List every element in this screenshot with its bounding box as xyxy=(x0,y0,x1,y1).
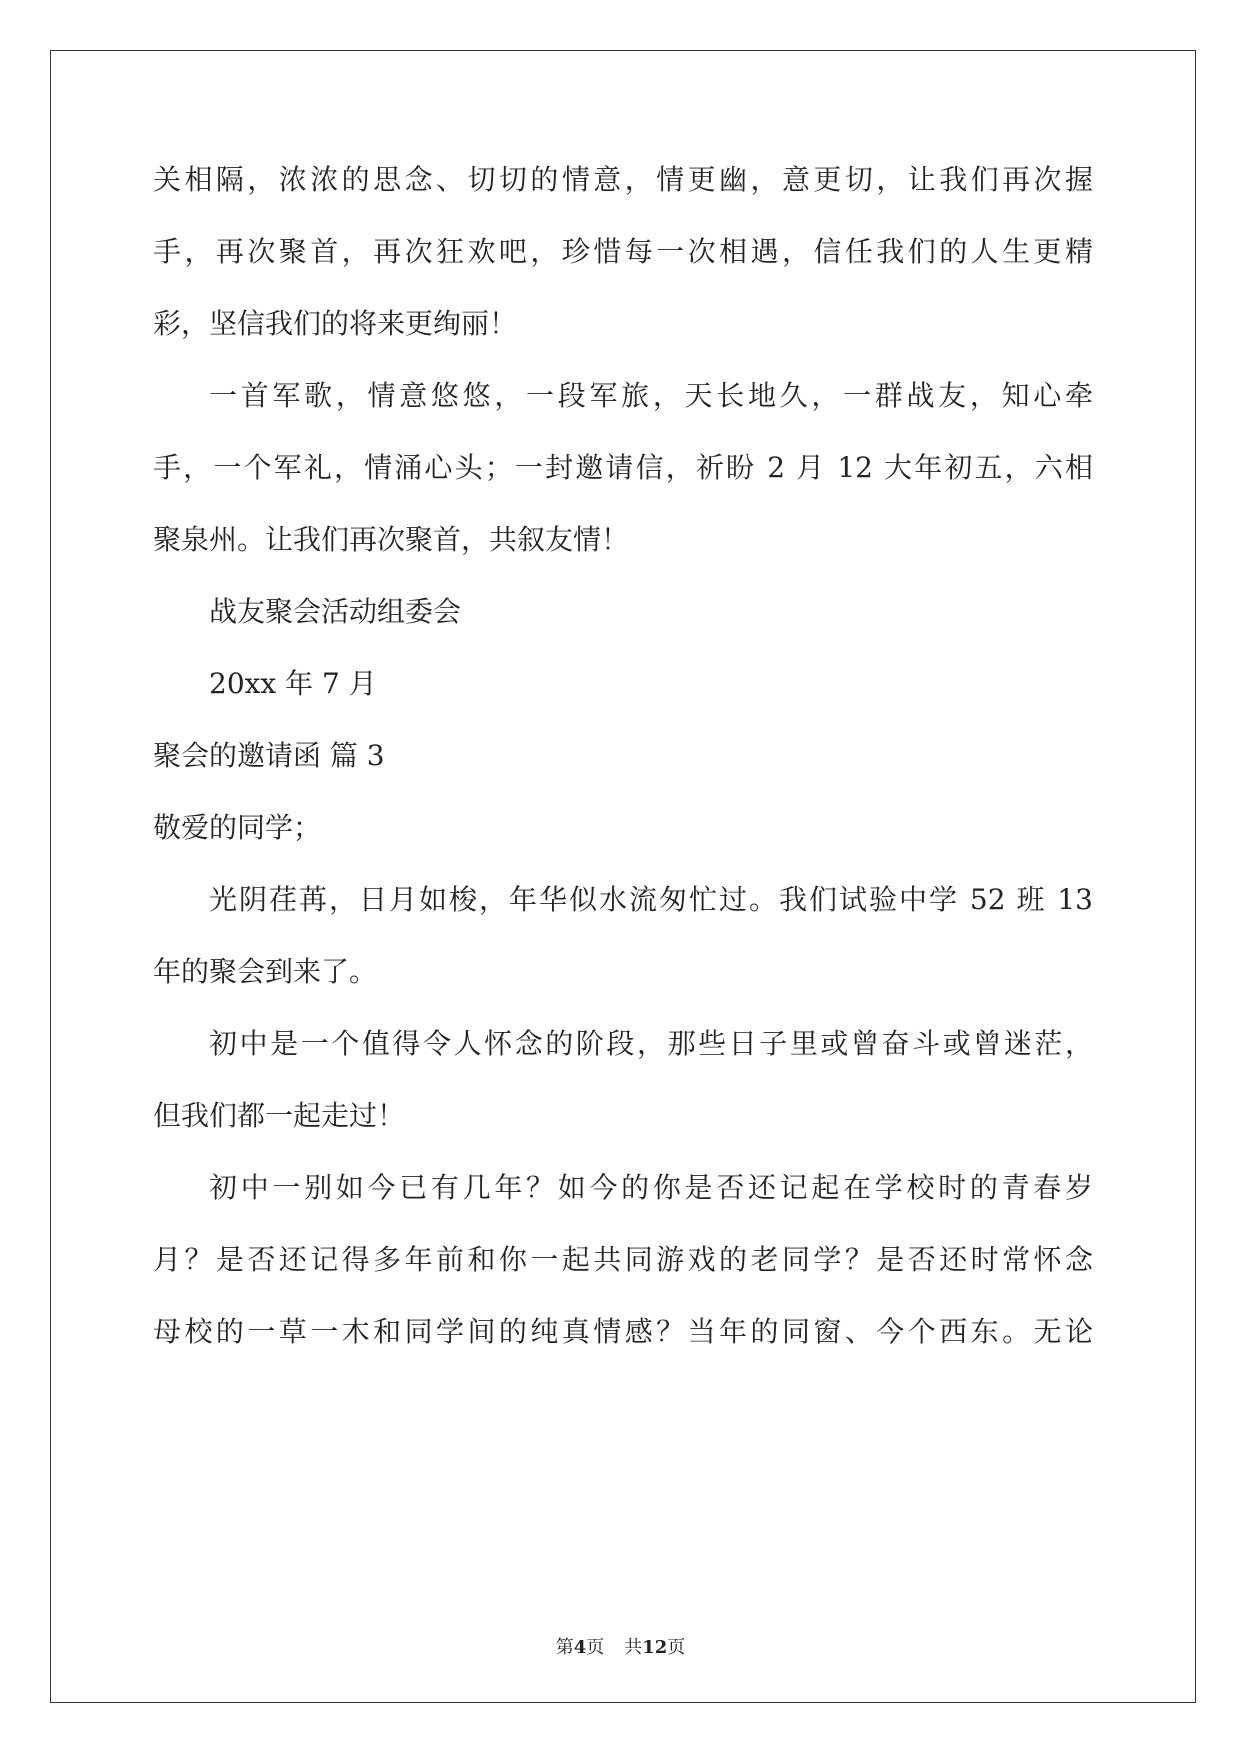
current-page-number: 4 xyxy=(573,1637,587,1658)
text-line: 年的聚会到来了。 xyxy=(153,955,378,988)
text-line: 光阴荏苒，日月如梭，年华似水流匆忙过。我们试验中学 52 班 13 xyxy=(209,883,1093,916)
text-line: 但我们都一起走过！ xyxy=(153,1099,406,1132)
text-line: 手，再次聚首，再次狂欢吧，珍惜每一次相遇，信任我们的人生更精 xyxy=(153,235,1093,268)
signature-organization: 战友聚会活动组委会 xyxy=(209,595,462,628)
text-line: 初中一别如今已有几年？如今的你是否还记起在学校时的青春岁 xyxy=(209,1171,1093,1204)
text-line: 母校的一草一木和同学间的纯真情感？当年的同窗、今个西东。无论 xyxy=(153,1315,1093,1348)
text-line: 手，一个军礼，情涌心头；一封邀请信，祈盼 2 月 12 大年初五，六相 xyxy=(153,451,1093,484)
text-line: 初中是一个值得令人怀念的阶段，那些日子里或曾奋斗或曾迷茫， xyxy=(209,1027,1093,1060)
page-footer xyxy=(0,1633,1241,1659)
text-line: 聚泉州。让我们再次聚首，共叙友情！ xyxy=(153,523,630,556)
footer-total-suffix: 页 xyxy=(667,1637,686,1658)
footer-total-prefix: 共 xyxy=(624,1637,643,1658)
footer-prefix: 第 xyxy=(555,1637,574,1658)
signature-date: 20xx 年 7 月 xyxy=(209,667,377,700)
text-line: 彩，坚信我们的将来更绚丽！ xyxy=(153,307,518,340)
text-line: 月？是否还记得多年前和你一起共同游戏的老同学？是否还时常怀念 xyxy=(153,1243,1093,1276)
total-page-number: 12 xyxy=(642,1637,668,1658)
salutation: 敬爱的同学； xyxy=(153,811,322,844)
footer-page-suffix: 页 xyxy=(586,1637,605,1658)
page-frame xyxy=(50,50,1196,1703)
text-line: 关相隔，浓浓的思念、切切的情意，情更幽，意更切，让我们再次握 xyxy=(153,163,1093,196)
section-heading: 聚会的邀请函 篇 3 xyxy=(153,739,385,772)
text-line: 一首军歌，情意悠悠，一段军旅，天长地久，一群战友，知心牵 xyxy=(209,379,1093,412)
